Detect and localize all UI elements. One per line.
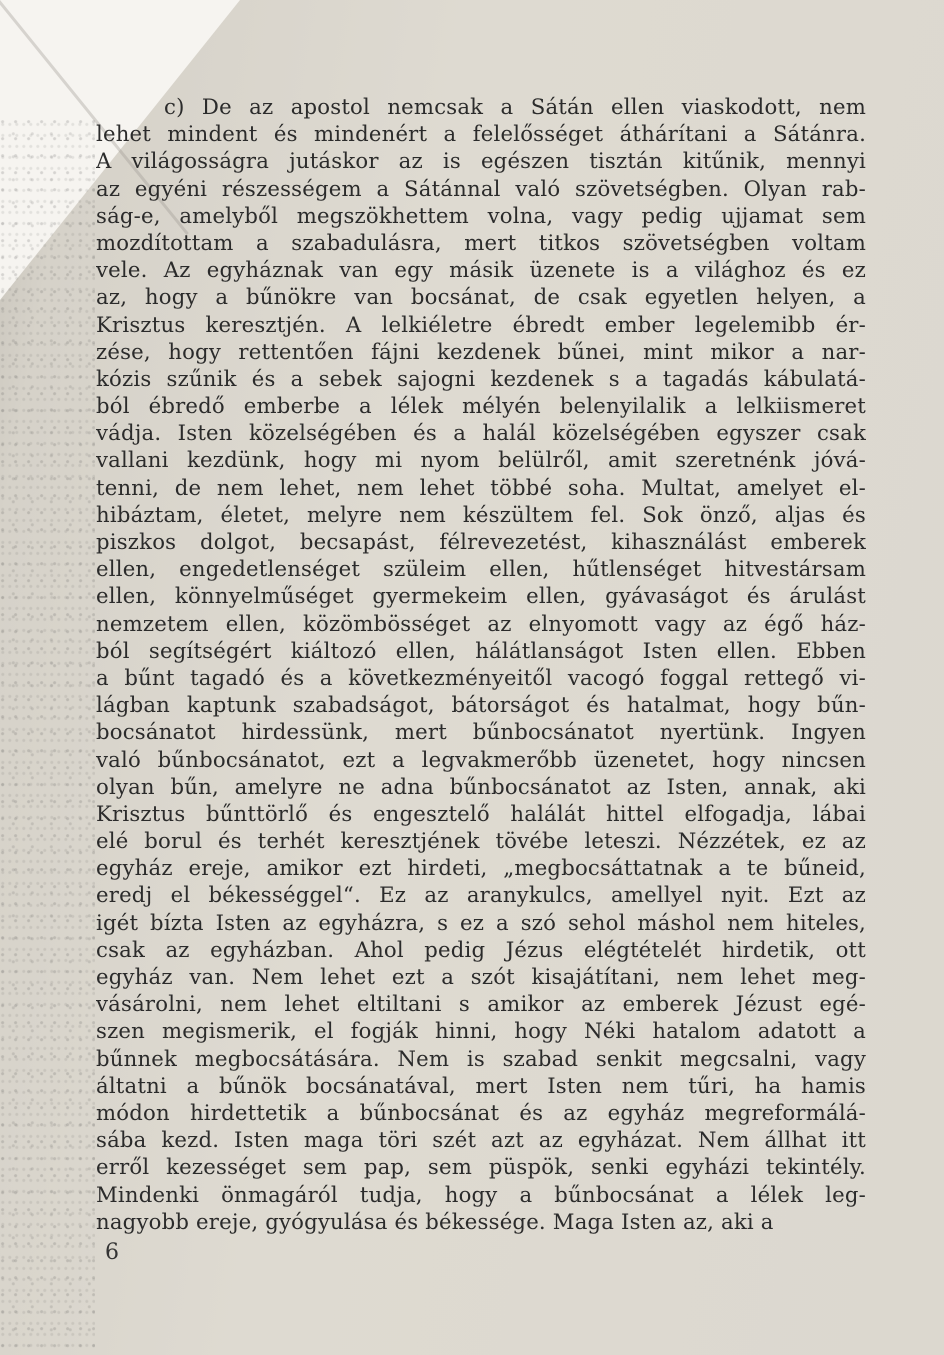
text-line: ból ébredő emberbe a lélek mélyén belenyilalik a lelkiismeret	[96, 393, 866, 419]
text-line: igét bízta Isten az egyházra, s ez a szó sehol máshol nem hiteles,	[96, 909, 866, 935]
text-line: A világosságra jutáskor az is egészen tisztán kitűnik, mennyi	[96, 148, 866, 174]
text-line: vásárolni, nem lehet eltiltani s amikor az emberek Jézust egé-	[96, 991, 866, 1017]
text-line: az egyéni részességem a Sátánnal való szövetségben. Olyan rab-	[96, 175, 866, 201]
text-line: hibáztam, életet, melyre nem készültem fel. Sok önző, aljas és	[96, 501, 866, 527]
text-line: egyház van. Nem lehet ezt a szót kisajátítani, nem lehet meg-	[96, 964, 866, 989]
text-line: bűnnek megbocsátására. Nem is szabad senkit megcsalni, vagy	[96, 1045, 866, 1071]
body-text	[96, 93, 866, 1235]
text-line: vallani kezdünk, hogy mi nyom belülről, amit szeretnénk jóvá-	[96, 447, 866, 473]
text-line: ból segítségért kiáltozó ellen, hálátlanságot Isten ellen. Ebben	[96, 637, 866, 663]
text-line: csak az egyházban. Ahol pedig Jézus elégtételét hirdetik, ott	[96, 936, 866, 962]
text-line: erről kezességet sem pap, sem püspök, senki egyházi tekintély.	[96, 1154, 866, 1180]
text-line: ság-e, amelyből megszökhettem volna, vagy pedig ujjamat sem	[96, 202, 866, 228]
text-line: való bűnbocsánatot, ezt a legvakmerőbb üzenetet, hogy nincsen	[96, 746, 866, 772]
text-line: c) De az apostol nemcsak a Sátán ellen viaskodott, nem	[164, 94, 866, 119]
text-line: egyház ereje, amikor ezt hirdeti, „megbocsáttatnak a te bűneid,	[96, 855, 866, 881]
text-line: eredj el békességgel“. Ez az aranykulcs, amellyel nyit. Ezt az	[96, 882, 866, 908]
text-line: kózis szűnik és a sebek sajogni kezdenek s a tagadás kábulatá-	[96, 365, 866, 391]
text-line: ellen, könnyelműséget gyermekeim ellen, gyávaságot és árulást	[96, 583, 866, 609]
text-line: vele. Az egyháznak van egy másik üzenete is a világhoz és ez	[96, 257, 866, 283]
text-line: ellen, engedetlenséget szüleim ellen, hűtlenséget hitvestársam	[96, 556, 866, 582]
text-line: lágban kaptunk szabadságot, bátorságot és hatalmat, hogy bűn-	[96, 692, 866, 718]
text-line: tenni, de nem lehet, nem lehet többé soha. Multat, amelyet el-	[96, 474, 866, 500]
margin-noise	[0, 120, 95, 1350]
text-line: Krisztus keresztjén. A lelkiéletre ébredt ember legelemibb ér-	[96, 311, 866, 337]
text-line: olyan bűn, amelyre ne adna bűnbocsánatot az Isten, annak, aki	[96, 773, 866, 799]
text-line: az, hogy a bűnökre van bocsánat, de csak egyetlen helyen, a	[96, 284, 866, 310]
text-line: nagyobb ereje, gyógyulása és békessége. Maga Isten az, aki a	[96, 1208, 774, 1234]
text-line: zése, hogy rettentően fájni kezdenek bűnei, mint mikor a nar-	[96, 338, 866, 364]
text-line: Krisztus bűnttörlő és engesztelő halálát hittel elfogadja, lábai	[96, 800, 866, 826]
text-line: a bűnt tagadó és a következményeitől vacogó foggal rettegő vi-	[96, 664, 866, 690]
text-line: bocsánatot hirdessünk, mert bűnbocsánatot nyertünk. Ingyen	[96, 719, 866, 745]
text-line: áltatni a bűnök bocsánatával, mert Isten nem tűri, ha hamis	[96, 1072, 866, 1098]
text-line: mozdítottam a szabadulásra, mert titkos szövetségben voltam	[96, 229, 866, 255]
text-line: sába kezd. Isten maga töri szét azt az egyházat. Nem állhat itt	[96, 1127, 866, 1153]
page-number: 6	[105, 1240, 119, 1265]
text-line: szen megismerik, el fogják hinni, hogy Néki hatalom adatott a	[96, 1018, 866, 1044]
text-line: nemzetem ellen, közömbösséget az elnyomott vagy az égő ház-	[96, 610, 866, 636]
text-line: módon hirdettetik a bűnbocsánat és az egyház megreformálá-	[96, 1099, 866, 1125]
text-line: Mindenki önmagáról tudja, hogy a bűnbocsánat a lélek leg-	[96, 1181, 866, 1207]
text-line: piszkos dolgot, becsapást, félrevezetést, kihasználást emberek	[96, 529, 866, 554]
text-line: lehet mindent és mindenért a felelősséget áthárítani a Sátánra.	[96, 121, 866, 147]
text-line: elé borul és terhét keresztjének tövébe leteszi. Nézzétek, ez az	[96, 828, 866, 854]
text-line: vádja. Isten közelségében és a halál közelségében egyszer csak	[96, 420, 866, 446]
